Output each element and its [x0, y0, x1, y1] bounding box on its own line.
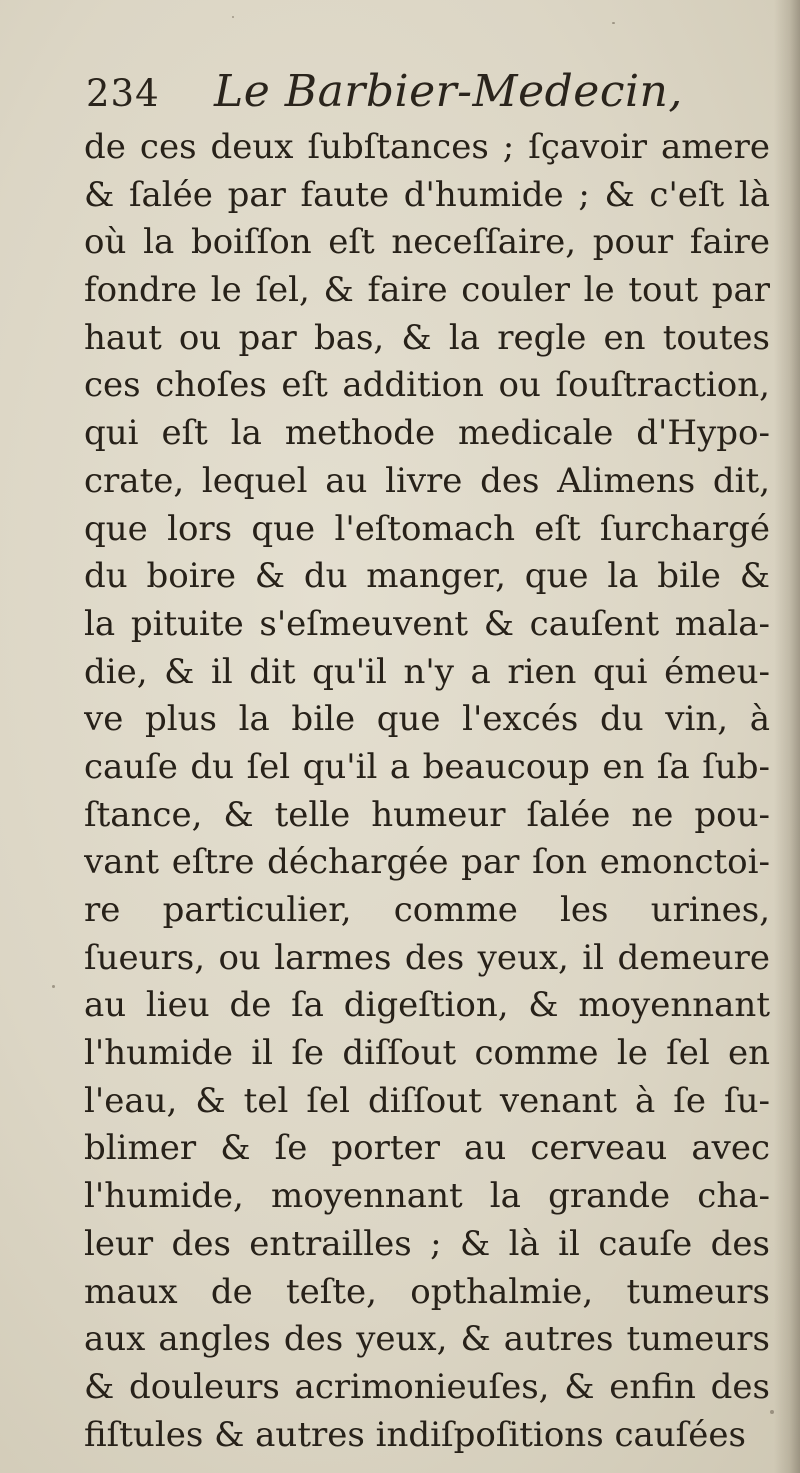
text-line: ſueurs, ou larmes des yeux, il demeure: [84, 937, 770, 978]
text-line: la pituite s'eſmeuvent & cauſent mala-: [84, 603, 770, 644]
running-title: Le Barbier-Medecin,: [214, 66, 683, 117]
text-line: vant eſtre déchargée par ſon emonctoi-: [84, 842, 770, 883]
text-line: ſtance, & telle humeur ſalée ne pou-: [84, 794, 770, 835]
text-line: au lieu de ſa digeſtion, & moyennant: [84, 985, 770, 1026]
text-line: re particulier, comme les urines,: [84, 890, 770, 930]
text-line: ces choſes eſt addition ou ſouſtraction,: [84, 365, 770, 406]
text-line: l'eau, & tel ſel diſſout venant à ſe ſu-: [84, 1080, 770, 1121]
text-line: que lors que l'eſtomach eſt ſurchargé: [84, 508, 770, 549]
text-line: aux angles des yeux, & autres tumeurs: [84, 1319, 770, 1360]
text-line: leur des entrailles ; & là il cauſe des: [84, 1223, 770, 1264]
text-line: maux de teſte, opthalmie, tumeurs: [84, 1271, 770, 1312]
text-line: du boire & du manger, que la bile &: [84, 556, 770, 597]
page-gutter-shadow: [774, 0, 800, 1473]
page-number: 234: [86, 72, 160, 115]
text-line: de ces deux ſubſtances ; ſçavoir amere: [84, 127, 770, 167]
paper-speck: [232, 16, 234, 18]
text-line: fondre le ſel, & faire couler le tout par: [84, 270, 770, 311]
paper-speck: [612, 22, 615, 24]
text-line: haut ou par bas, & la regle en toutes: [84, 317, 770, 358]
paper-speck: [52, 985, 55, 988]
text-line: & douleurs acrimonieuſes, & enfin des: [84, 1366, 770, 1407]
text-line: fiſtules & autres indiſpoſitions cauſées: [84, 1414, 746, 1455]
page-header: [86, 58, 726, 128]
text-line: cauſe du ſel qu'il a beaucoup en ſa ſub-: [84, 746, 770, 787]
text-line: qui eſt la methode medicale d'Hypo-: [84, 413, 770, 454]
text-line: l'humide, moyennant la grande cha-: [84, 1176, 770, 1217]
text-line: die, & il dit qu'il n'y a rien qui émeu-: [84, 651, 770, 692]
paper-speck: [770, 1410, 774, 1414]
text-line: ve plus la bile que l'excés du vin, à: [84, 699, 770, 740]
text-line: où la boiſſon eſt neceſſaire, pour faire: [84, 222, 770, 263]
text-line: & ſalée par faute d'humide ; & c'eſt là: [84, 174, 770, 215]
text-line: blimer & ſe porter au cerveau avec: [84, 1128, 770, 1169]
text-line: l'humide il ſe diſſout comme le ſel en: [84, 1033, 770, 1074]
body-text: [84, 124, 770, 1459]
text-line: crate, lequel au livre des Alimens dit,: [84, 460, 770, 501]
